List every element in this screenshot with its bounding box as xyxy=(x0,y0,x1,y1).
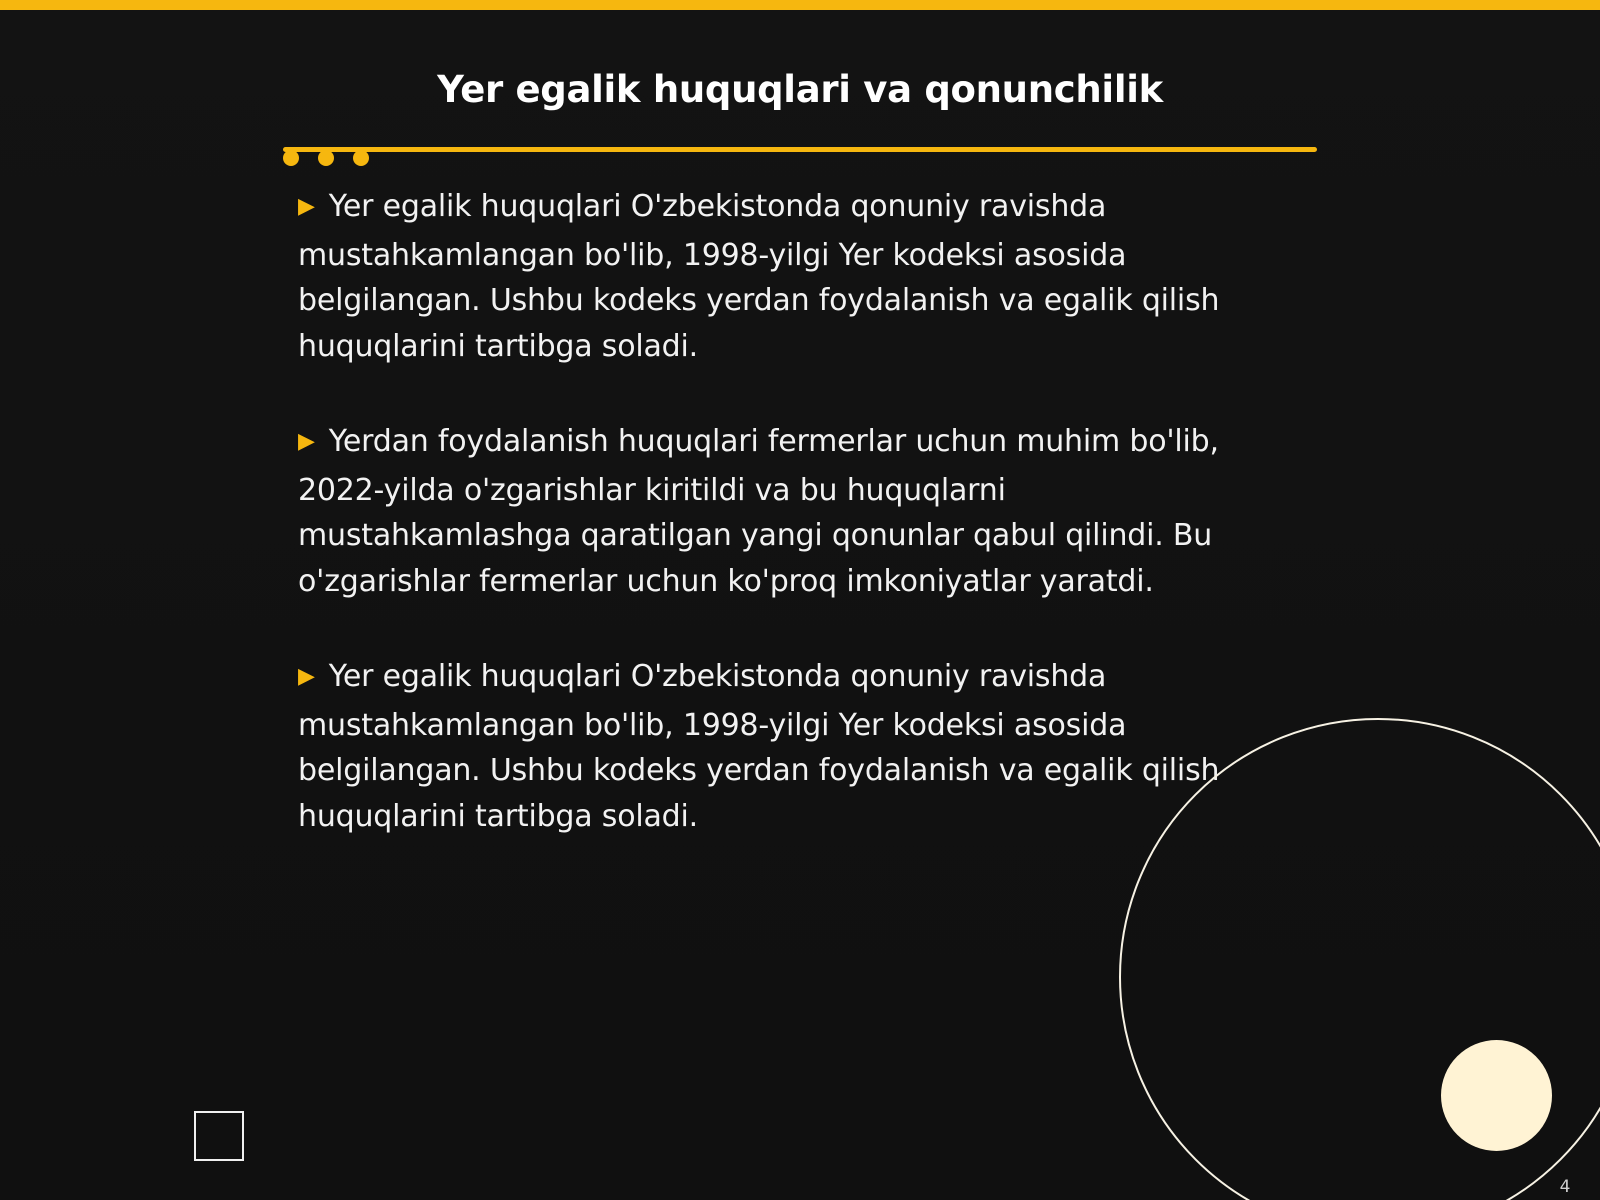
decorative-square xyxy=(194,1111,244,1161)
triangle-bullet-icon: ▶ xyxy=(298,194,315,219)
decorative-dot xyxy=(353,150,369,166)
decorative-dot xyxy=(283,150,299,166)
bullet-text: Yer egalik huquqlari O'zbekistonda qonuniy ravishda mustahkamlangan bo'lib, 1998-yilgi Yer kodeksi asosida belgilangan. Ushbu kodeks yerdan foydalanish va egalik qilish huquqlarini tartibga soladi. xyxy=(298,659,1220,834)
decorative-dot xyxy=(318,150,334,166)
page-number: 4 xyxy=(1559,1177,1571,1197)
bullet-item xyxy=(298,184,1278,369)
decorative-circle xyxy=(1441,1040,1552,1151)
slide-title: Yer egalik huquqlari va qonunchilik xyxy=(437,68,1163,111)
bullet-text: Yer egalik huquqlari O'zbekistonda qonuniy ravishda mustahkamlangan bo'lib, 1998-yilgi Yer kodeksi asosida belgilangan. Ushbu kodeks yerdan foydalanish va egalik qilish huquqlarini tartibga soladi. xyxy=(298,189,1220,364)
bullet-item xyxy=(298,419,1278,604)
bullet-list xyxy=(298,184,1278,889)
bullet-item xyxy=(298,654,1278,839)
triangle-bullet-icon: ▶ xyxy=(298,429,315,454)
triangle-bullet-icon: ▶ xyxy=(298,664,315,689)
top-accent-bar xyxy=(0,0,1600,10)
title-underline xyxy=(283,147,1317,152)
bullet-text: Yerdan foydalanish huquqlari fermerlar uchun muhim bo'lib, 2022-yilda o'zgarishlar kiritildi va bu huquqlarni mustahkamlashga qaratilgan yangi qonunlar qabul qilindi. Bu o'zgarishlar fermerlar uchun ko'proq imkoniyatlar yaratdi. xyxy=(298,424,1219,599)
